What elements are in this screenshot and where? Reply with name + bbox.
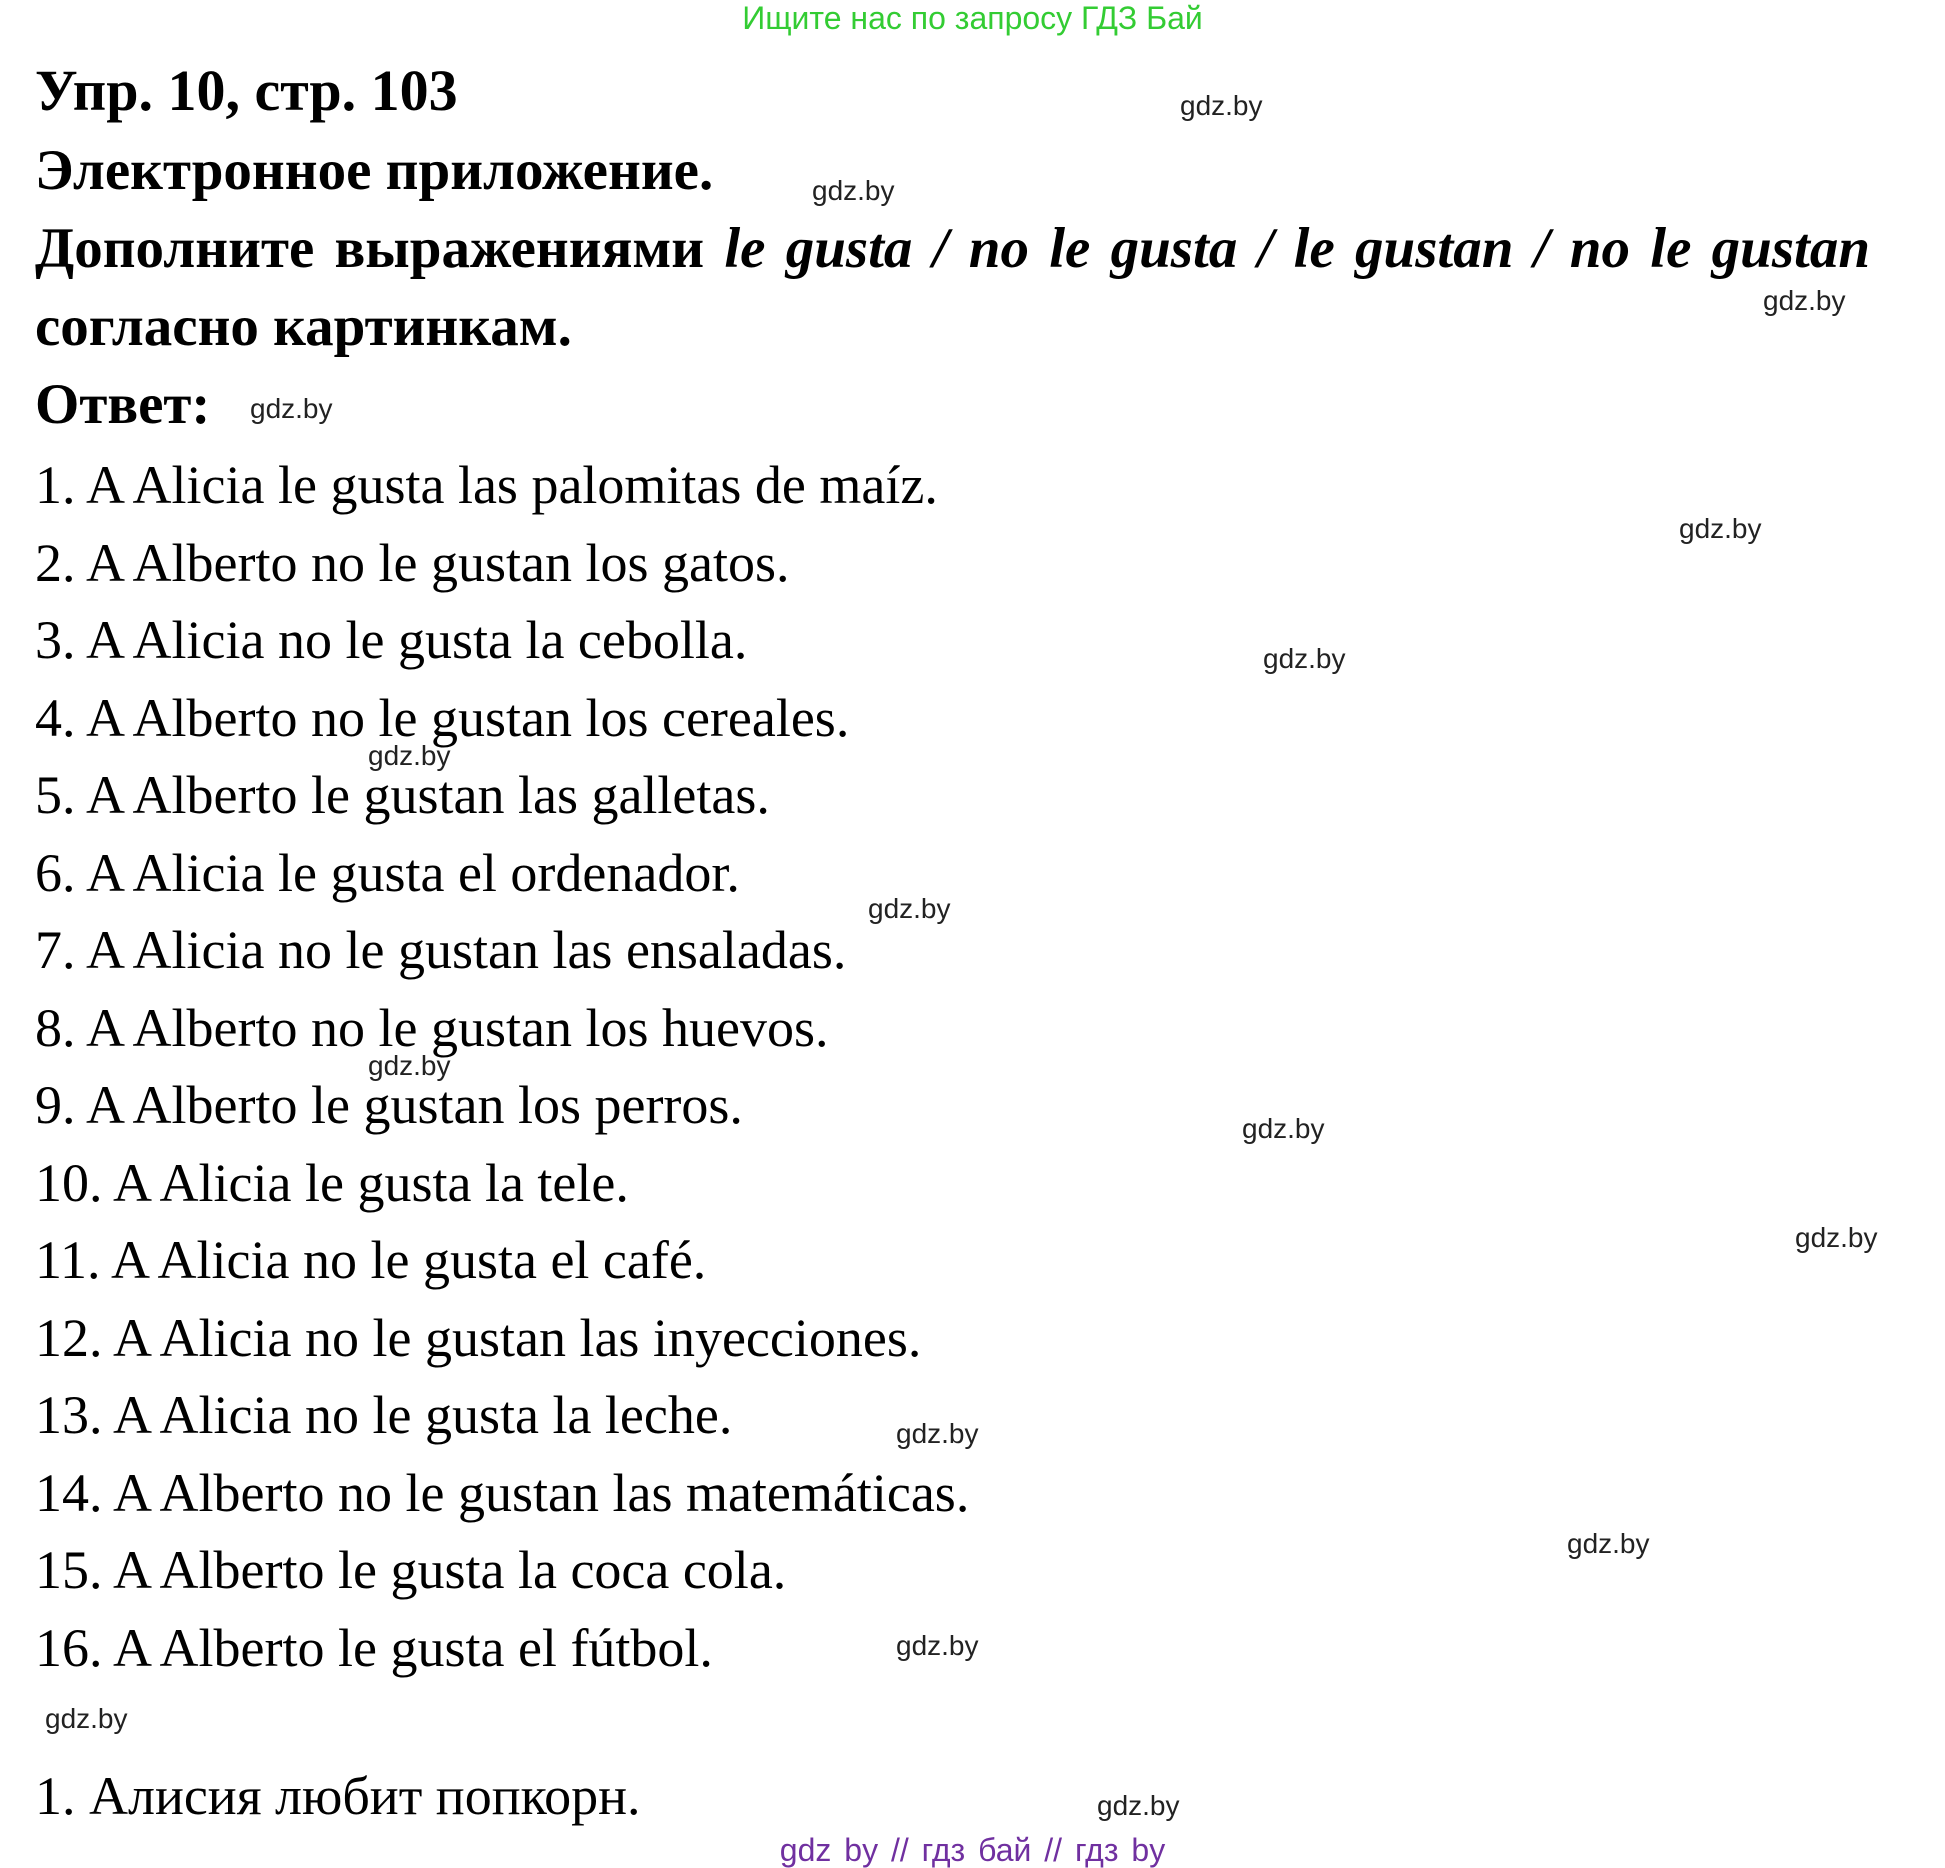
- watermark: gdz.by: [1242, 1113, 1325, 1144]
- answer-item: 4. A Alberto no le gustan los cereales.: [35, 687, 850, 748]
- subtitle: Электронное приложение.: [35, 139, 714, 202]
- answer-item: 2. A Alberto no le gustan los gatos.: [35, 532, 790, 593]
- watermark: gdz.by: [1763, 285, 1846, 316]
- answer-label: Ответ:: [35, 373, 211, 436]
- answer-item: 12. A Alicia no le gustan las inyecciones.: [35, 1307, 922, 1368]
- instruction-prefix: Дополните выражениями: [35, 217, 705, 280]
- answer-item: 5. A Alberto le gustan las galletas.: [35, 765, 770, 825]
- footer-watermark: gdz by // гдз бай // гдз by: [779, 1832, 1166, 1868]
- watermark: gdz.by: [1263, 643, 1346, 674]
- watermark: gdz.by: [1679, 513, 1762, 544]
- watermark: gdz.by: [868, 893, 951, 924]
- answer-item: 8. A Alberto no le gustan los huevos.: [35, 997, 829, 1058]
- answer-item: 13. A Alicia no le gusta la leche.: [35, 1385, 733, 1445]
- watermark: gdz.by: [1567, 1528, 1650, 1559]
- search-banner: Ищите нас по запросу ГДЗ Бай: [742, 0, 1203, 36]
- exercise-title: Упр. 10, стр. 103: [35, 58, 458, 123]
- answer-item: 6. A Alicia le gusta el ordenador.: [35, 842, 740, 903]
- answer-item: 7. A Alicia no le gustan las ensaladas.: [35, 920, 847, 980]
- instruction-line-2: согласно картинкам.: [35, 295, 572, 358]
- answer-item: 16. A Alberto le gusta el fútbol.: [35, 1617, 713, 1678]
- answer-item: 1. A Alicia le gusta las palomitas de maíz.: [35, 455, 938, 515]
- watermark: gdz.by: [896, 1418, 979, 1449]
- answer-item: 3. A Alicia no le gusta la cebolla.: [35, 610, 748, 670]
- instruction-line-1: [35, 216, 1870, 282]
- watermark: gdz.by: [368, 740, 451, 771]
- answer-item: 10. A Alicia le gusta la tele.: [35, 1152, 629, 1213]
- answer-item: 15. A Alberto le gusta la coca cola.: [35, 1540, 787, 1600]
- answer-item: 9. A Alberto le gustan los perros.: [35, 1075, 743, 1135]
- watermark: gdz.by: [896, 1630, 979, 1661]
- translation-line: 1. Алисия любит попкорн.: [35, 1766, 641, 1826]
- answer-list: [35, 447, 969, 1687]
- watermark: gdz.by: [368, 1050, 451, 1081]
- watermark: gdz.by: [45, 1703, 128, 1734]
- answer-item: 14. A Alberto no le gustan las matemáticas.: [35, 1462, 970, 1523]
- watermark: gdz.by: [812, 175, 895, 206]
- answer-item: 11. A Alicia no le gusta el café.: [35, 1230, 707, 1290]
- watermark: gdz.by: [1180, 90, 1263, 121]
- watermark: gdz.by: [1795, 1222, 1878, 1253]
- watermark: gdz.by: [1097, 1790, 1180, 1821]
- instruction-expressions: le gusta / no le gusta / le gustan / no le gustan: [724, 217, 1871, 280]
- watermark: gdz.by: [250, 393, 333, 424]
